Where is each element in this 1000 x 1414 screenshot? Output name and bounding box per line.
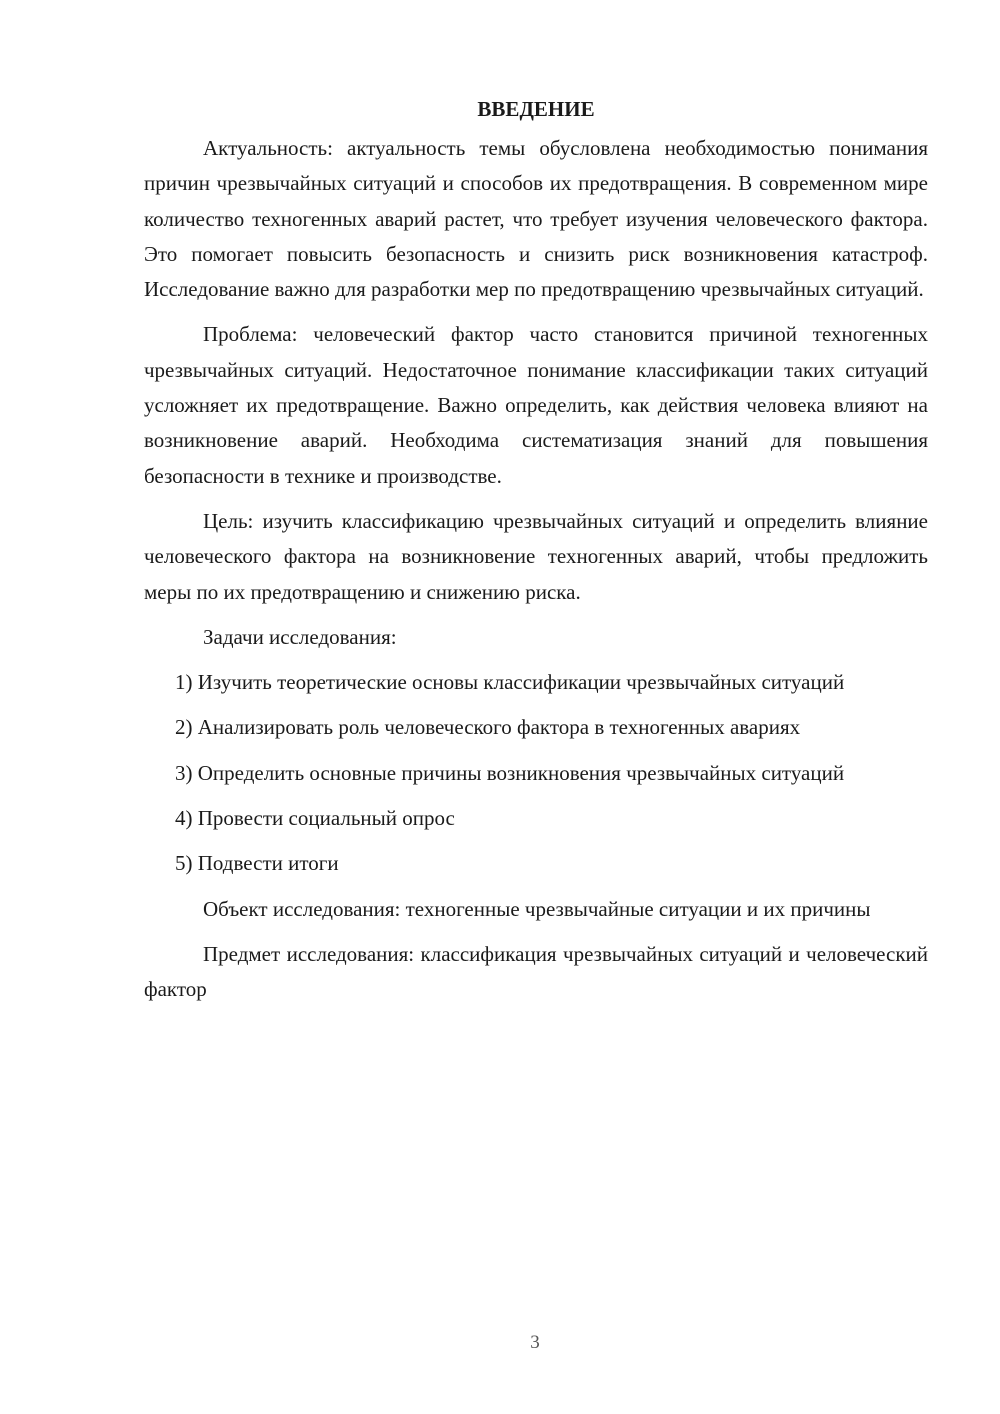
tasks-heading: Задачи исследования: [203,624,397,649]
page-number: 3 [530,1332,540,1353]
task-item: 5) Подвести итоги [175,851,339,876]
relevance-paragraph: Актуальность: актуальность темы обусловлена необходимостью понимания причин чрезвычайных ситуаций и способов их предотвращения. В современном мире количество техногенных аварий растет, что требует изучения человеческого фактора. Это помогает повысить безопасность и снизить риск возникновения катастроф. Исследование важно для разработки мер по предотвращению чрезвычайных ситуаций. [144,136,928,302]
task-item: 1) Изучить теоретические основы классификации чрезвычайных ситуаций [175,670,845,695]
document-page [144,92,928,1018]
section-title: ВВЕДЕНИЕ [477,97,595,121]
subject-paragraph: Предмет исследования: классификация чрезвычайных ситуаций и человеческий фактор [144,941,928,1002]
task-item: 2) Анализировать роль человеческого фактора в техногенных авариях [175,715,801,740]
task-item: 3) Определить основные причины возникновения чрезвычайных ситуаций [175,760,845,785]
problem-paragraph: Проблема: человеческий фактор часто становится причиной техногенных чрезвычайных ситуаций. Недостаточное понимание классификации таких ситуаций усложняет их предотвращение. Важно определить, как действия человека влияют на возникновение аварий. Необходима систематизация знаний для повышения безопасности в технике и производстве. [144,322,928,488]
object-paragraph: Объект исследования: техногенные чрезвычайные ситуации и их причины [203,896,871,921]
task-item: 4) Провести социальный опрос [175,806,455,831]
goal-paragraph: Цель: изучить классификацию чрезвычайных ситуаций и определить влияние человеческого фактора на возникновение техногенных аварий, чтобы предложить меры по их предотвращению и снижению риска. [144,508,928,604]
